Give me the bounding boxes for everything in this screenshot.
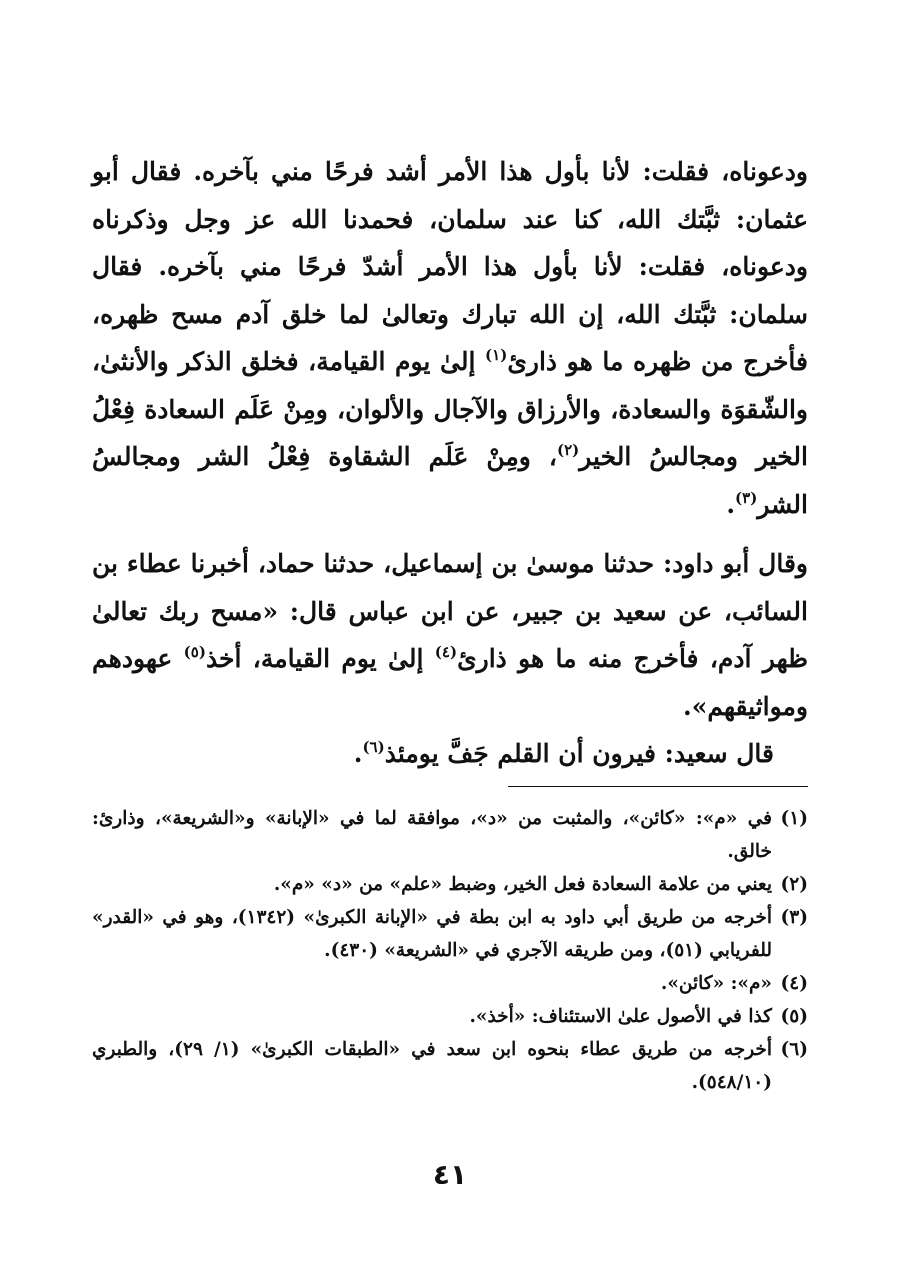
footnote-number: (١) [780, 808, 808, 829]
footnote-number: (٢) [780, 874, 808, 895]
main-text [92, 148, 808, 778]
footnote-ref-4[interactable]: (٤) [434, 643, 458, 661]
footnote-item [92, 802, 808, 868]
paragraph-1-text-b: إلىٰ يوم القيامة، فخلق الذكر والأنثىٰ، والشّقوَة والسعادة، والأرزاق والآجال والألوان، ومِنْ عَلَم السعادة فِعْلُ الخير ومجالسُ الخير [92, 347, 808, 471]
footnote-item [92, 868, 808, 901]
footnote-item [92, 901, 808, 967]
footnote-ref-3[interactable]: (٣) [735, 488, 758, 507]
footnote-number: (٤) [780, 973, 808, 994]
footnote-number: (٦) [780, 1039, 808, 1060]
paragraph-2-text-c: عهودهم ومواثيقهم». [92, 644, 808, 721]
footnote-item [92, 967, 808, 1000]
footnote-ref-5[interactable]: (٥) [183, 643, 206, 661]
paragraph-3-text: قال سعيد: فيرون أن القلم جَفَّ يومئذ [384, 739, 774, 768]
paragraph-3-text-b: . [353, 739, 363, 768]
page-number: ٤١ [432, 1158, 468, 1191]
paragraph-2-text: وقال أبو داود: حدثنا موسىٰ بن إسماعيل، حدثنا حماد، أخبرنا عطاء بن السائب، عن سعيد بن جبير، عن ابن عباس قال: «مسح ربك تعالىٰ ظهر آدم، فأخرج منه ما هو ذارئ [92, 549, 809, 673]
footnote-text: كذا في الأصول علىٰ الاستئناف: «أخذ». [469, 1006, 772, 1027]
footnote-text: أخرجه من طريق أبي داود به ابن بطة في «الإبانة الكبرىٰ» (١٣٤٢)، وهو في «القدر» للفريابي (٥١)، ومن طريقه الآجري في «الشريعة» (٤٣٠). [92, 907, 772, 961]
footnote-text: يعني من علامة السعادة فعل الخير، وضبط «علم» من «د» «م». [273, 874, 772, 895]
paragraph-2-text-b: إلىٰ يوم القيامة، أخذ [205, 644, 435, 673]
paragraph-2 [92, 540, 808, 730]
footnote-item [92, 1033, 808, 1099]
paragraph-3 [92, 730, 808, 778]
footnote-text: في «م»: «كائن»، والمثبت من «د»، موافقة لما في «الإبانة» و«الشريعة»، وذارئ: خالق. [92, 808, 772, 862]
footnote-number: (٣) [780, 907, 808, 928]
footnote-text: «م»: «كائن». [660, 973, 772, 994]
paragraph-1-text: ودعوناه، فقلت: لأنا بأول هذا الأمر أشد فرحًا مني بآخره. فقال أبو عثمان: ثبَّتك الله، كنا عند سلمان، فحمدنا الله عز وجل وذكرناه ودعوناه، فقلت: لأنا بأول هذا الأمر أشدّ فرحًا مني بآخره. فقال سلمان: ثبَّتك الله، إن الله تبارك وتعالىٰ لما خلق آدم مسح ظهره، فأخرج من ظهره ما هو ذارئ [92, 157, 808, 376]
paragraph-1-text-d: . [726, 489, 736, 519]
footnote-ref-1[interactable]: (١) [485, 346, 508, 364]
footnote-ref-2[interactable]: (٢) [556, 441, 580, 459]
footnotes [92, 802, 808, 1099]
paragraph-1 [92, 148, 808, 528]
footnote-divider [508, 786, 808, 787]
footnote-text: أخرجه من طريق عطاء بنحوه ابن سعد في «الطبقات الكبرىٰ» (١/ ٢٩)، والطبري (٥٤٨/١٠). [92, 1039, 772, 1093]
footnote-item [92, 1000, 808, 1033]
footnote-number: (٥) [780, 1006, 808, 1027]
footnote-ref-6[interactable]: (٦) [362, 738, 385, 756]
paragraph-1-text-c: ، ومِنْ عَلَم الشقاوة فِعْلُ الشر ومجالسُ الشر [92, 442, 808, 519]
